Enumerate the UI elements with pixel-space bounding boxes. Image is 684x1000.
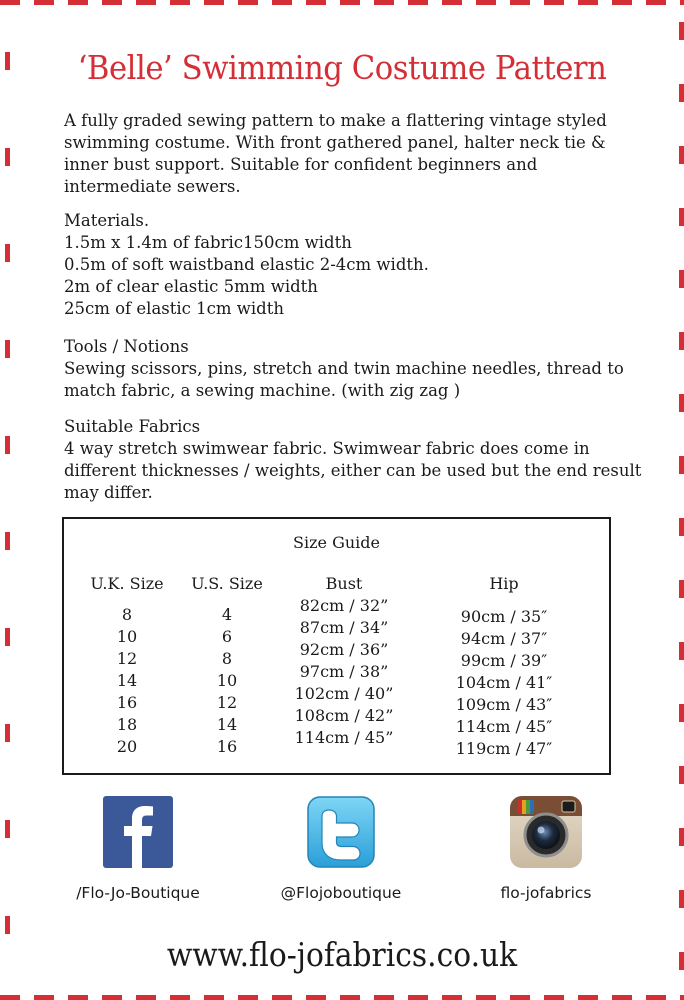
size-guide-title: Size Guide: [293, 533, 380, 552]
uk-size-header: U.K. Size: [90, 574, 164, 593]
uk-size-cell: 10: [116, 627, 138, 646]
page-title: ‘Belle’ Swimming Costume Pattern: [77, 48, 607, 87]
dashed-border-left: [5, 0, 10, 1000]
hip-column: [449, 573, 559, 760]
us-size-cell: 14: [216, 715, 238, 734]
hip-cell: 119cm / 47″: [455, 739, 553, 758]
hip-cell: 94cm / 37″: [460, 629, 548, 648]
uk-size-cell: 14: [116, 671, 138, 690]
uk-size-cell: 20: [116, 737, 138, 756]
bust-cell: 92cm / 36”: [299, 640, 389, 659]
bust-cell: 87cm / 34”: [299, 618, 389, 637]
bust-cell: 97cm / 38”: [299, 662, 389, 681]
hip-cell: 109cm / 43″: [455, 695, 553, 714]
twitter-link[interactable]: [251, 796, 431, 902]
bust-header: Bust: [325, 574, 363, 593]
facebook-handle[interactable]: /Flo-Jo-Boutique: [76, 884, 200, 902]
hip-cell: 90cm / 35″: [460, 607, 548, 626]
fabrics-text: 4 way stretch swimwear fabric. Swimwear fabric does come in different thicknesses / weights, either can be used but the end result may differ.: [64, 439, 642, 502]
materials-item: 1.5m x 1.4m of fabric150cm width: [64, 233, 352, 252]
hip-cell: 114cm / 45″: [455, 717, 553, 736]
size-guide-table: [62, 517, 611, 775]
us-size-cell: 8: [221, 649, 233, 668]
intro-paragraph: A fully graded sewing pattern to make a flattering vintage styled swimming costume. With front gathered panel, halter neck tie & inner bust support. Suitable for confident beginners and intermediate sewers.: [64, 111, 607, 196]
dashed-border-top: [0, 0, 684, 5]
us-size-cell: 12: [216, 693, 238, 712]
facebook-link[interactable]: [48, 796, 228, 902]
materials-heading: Materials.: [64, 211, 150, 230]
hip-cell: 99cm / 39″: [460, 651, 548, 670]
fabrics-heading: Suitable Fabrics: [64, 417, 201, 436]
uk-size-cell: 8: [121, 605, 133, 624]
dashed-border-bottom: [0, 995, 684, 1000]
hip-cell: 104cm / 41″: [455, 673, 553, 692]
bust-cell: 108cm / 42”: [294, 706, 394, 725]
tools-heading: Tools / Notions: [64, 337, 189, 356]
us-size-cell: 6: [221, 627, 233, 646]
uk-size-cell: 16: [116, 693, 138, 712]
uk-size-cell: 18: [116, 715, 138, 734]
twitter-icon[interactable]: [307, 796, 375, 868]
instagram-icon[interactable]: [510, 796, 582, 868]
dashed-border-right: [679, 0, 684, 1000]
fabrics-section: [64, 416, 649, 504]
uk-size-cell: 12: [116, 649, 138, 668]
bust-cell: 102cm / 40”: [294, 684, 394, 703]
tools-section: [64, 336, 649, 402]
instagram-link[interactable]: [456, 796, 636, 902]
materials-item: 2m of clear elastic 5mm width: [64, 277, 318, 296]
materials-item: 25cm of elastic 1cm width: [64, 299, 285, 318]
us-size-cell: 16: [216, 737, 238, 756]
hip-header: Hip: [489, 574, 519, 593]
us-size-header: U.S. Size: [191, 574, 263, 593]
us-size-cell: 10: [216, 671, 238, 690]
twitter-handle[interactable]: @Flojoboutique: [280, 884, 402, 902]
materials-item: 0.5m of soft waistband elastic 2-4cm width.: [64, 255, 429, 274]
uk-size-column: [82, 573, 172, 758]
tools-text: Sewing scissors, pins, stretch and twin machine needles, thread to match fabric, a sewing machine. (with zig zag ): [64, 359, 624, 400]
instagram-handle[interactable]: flo-jofabrics: [500, 884, 592, 902]
materials-section: [64, 210, 649, 320]
website-url[interactable]: www.flo-jofabrics.co.uk: [166, 935, 518, 974]
us-size-column: [182, 573, 272, 758]
facebook-icon[interactable]: [103, 796, 173, 868]
bust-cell: 82cm / 32”: [299, 596, 389, 615]
bust-column: [279, 573, 409, 749]
bust-cell: 114cm / 45”: [294, 728, 394, 747]
us-size-cell: 4: [221, 605, 233, 624]
